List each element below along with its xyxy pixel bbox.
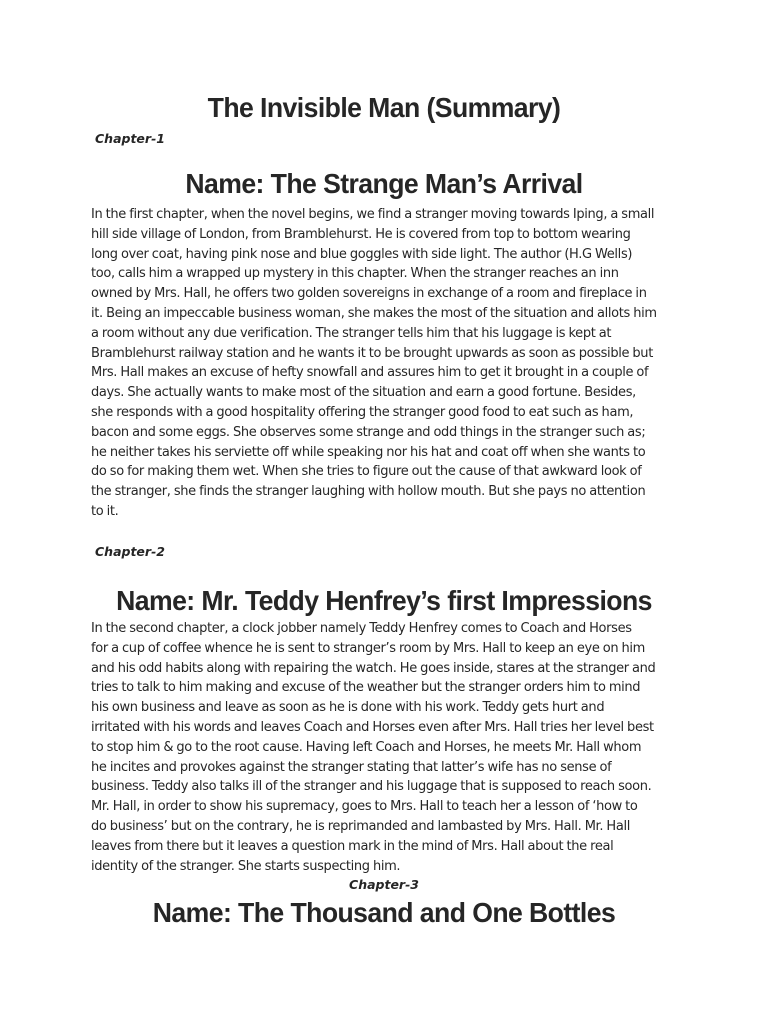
body-line: In the second chapter, a clock jobber namely Teddy Henfrey comes to Coach and Horses [91,621,632,636]
body-line: he neither takes his serviette off while speaking nor his hat and coat off when she wants to [91,444,646,460]
body-line: do so for making them wet. When she tries to figure out the cause of that awkward look of [91,464,642,480]
body-line: his own business and leave as soon as he is done with his work. Teddy gets hurt and [91,700,605,716]
body-line: identity of the stranger. She starts suspecting him. [91,858,401,874]
body-line: and his odd habits along with repairing the watch. He goes inside, stares at the stranger and [91,660,656,676]
body-line: owned by Mrs. Hall, he offers two golden sovereigns in exchange of a room and fireplace in [91,286,647,302]
body-line: tries to talk to him making and excuse of the weather but the stranger orders him to mind [91,680,641,696]
body-line: do business’ but on the contrary, he is reprimanded and lambasted by Mrs. Hall. Mr. Hall [91,818,630,834]
chapter-2-heading: Name: Mr. Teddy Henfrey’s first Impressions [116,585,652,616]
chapter-2-body [91,619,681,876]
chapter-2-label: Chapter-2 [95,544,165,559]
body-line: hill side village of London, from Bramblehurst. He is covered from top to bottom wearing [91,226,631,242]
body-line: for a cup of coffee whence he is sent to stranger’s room by Mrs. Hall to keep an eye on him [91,640,645,656]
body-line: leaves from there but it leaves a question mark in the mind of Mrs. Hall about the real [91,838,614,854]
body-line: Mrs. Hall makes an excuse of hefty snowfall and assures him to get it brought in a couple of [91,365,649,381]
body-line: a room without any due verification. The stranger tells him that his luggage is kept at [91,325,612,341]
body-line: irritated with his words and leaves Coach and Horses even after Mrs. Hall tries her level best [91,719,654,735]
body-line: to stop him & go to the root cause. Having left Coach and Horses, he meets Mr. Hall whom [91,739,642,755]
body-line: long over coat, having pink nose and blue goggles with side light. The author (H.G Wells) [91,246,633,262]
chapter-1-label: Chapter-1 [95,131,165,146]
body-line: too, calls him a wrapped up mystery in this chapter. When the stranger reaches an inn [91,266,619,282]
chapter-3-label: Chapter-3 [349,877,419,892]
body-line: she responds with a good hospitality offering the stranger good food to eat such as ham, [91,404,634,420]
body-line: it. Being an impeccable business woman, she makes the most of the situation and allots him [91,305,657,321]
body-line: Bramblehurst railway station and he wants it to be brought upwards as soon as possible but [91,345,653,361]
body-line: In the first chapter, when the novel begins, we find a stranger moving towards Iping, a small [91,207,655,222]
body-line: business. Teddy also talks ill of the stranger and his luggage that is supposed to reach soon. [91,779,652,795]
document-title: The Invisible Man (Summary) [207,92,561,123]
body-line: Mr. Hall, in order to show his supremacy, goes to Mrs. Hall to teach her a lesson of ‘how to [91,799,638,815]
chapter-3-heading: Name: The Thousand and One Bottles [152,897,616,928]
body-line: bacon and some eggs. She observes some strange and odd things in the stranger such as; [91,424,646,440]
body-line: days. She actually wants to make most of the situation and earn a good fortune. Besides, [91,385,636,401]
body-line: to it. [91,503,119,519]
body-line: the stranger, she finds the stranger laughing with hollow mouth. But she pays no attention [91,484,646,500]
body-line: he incites and provokes against the stranger stating that latter’s wife has no sense of [91,759,612,775]
chapter-1-body [91,205,681,522]
chapter-1-heading: Name: The Strange Man’s Arrival [185,168,583,199]
